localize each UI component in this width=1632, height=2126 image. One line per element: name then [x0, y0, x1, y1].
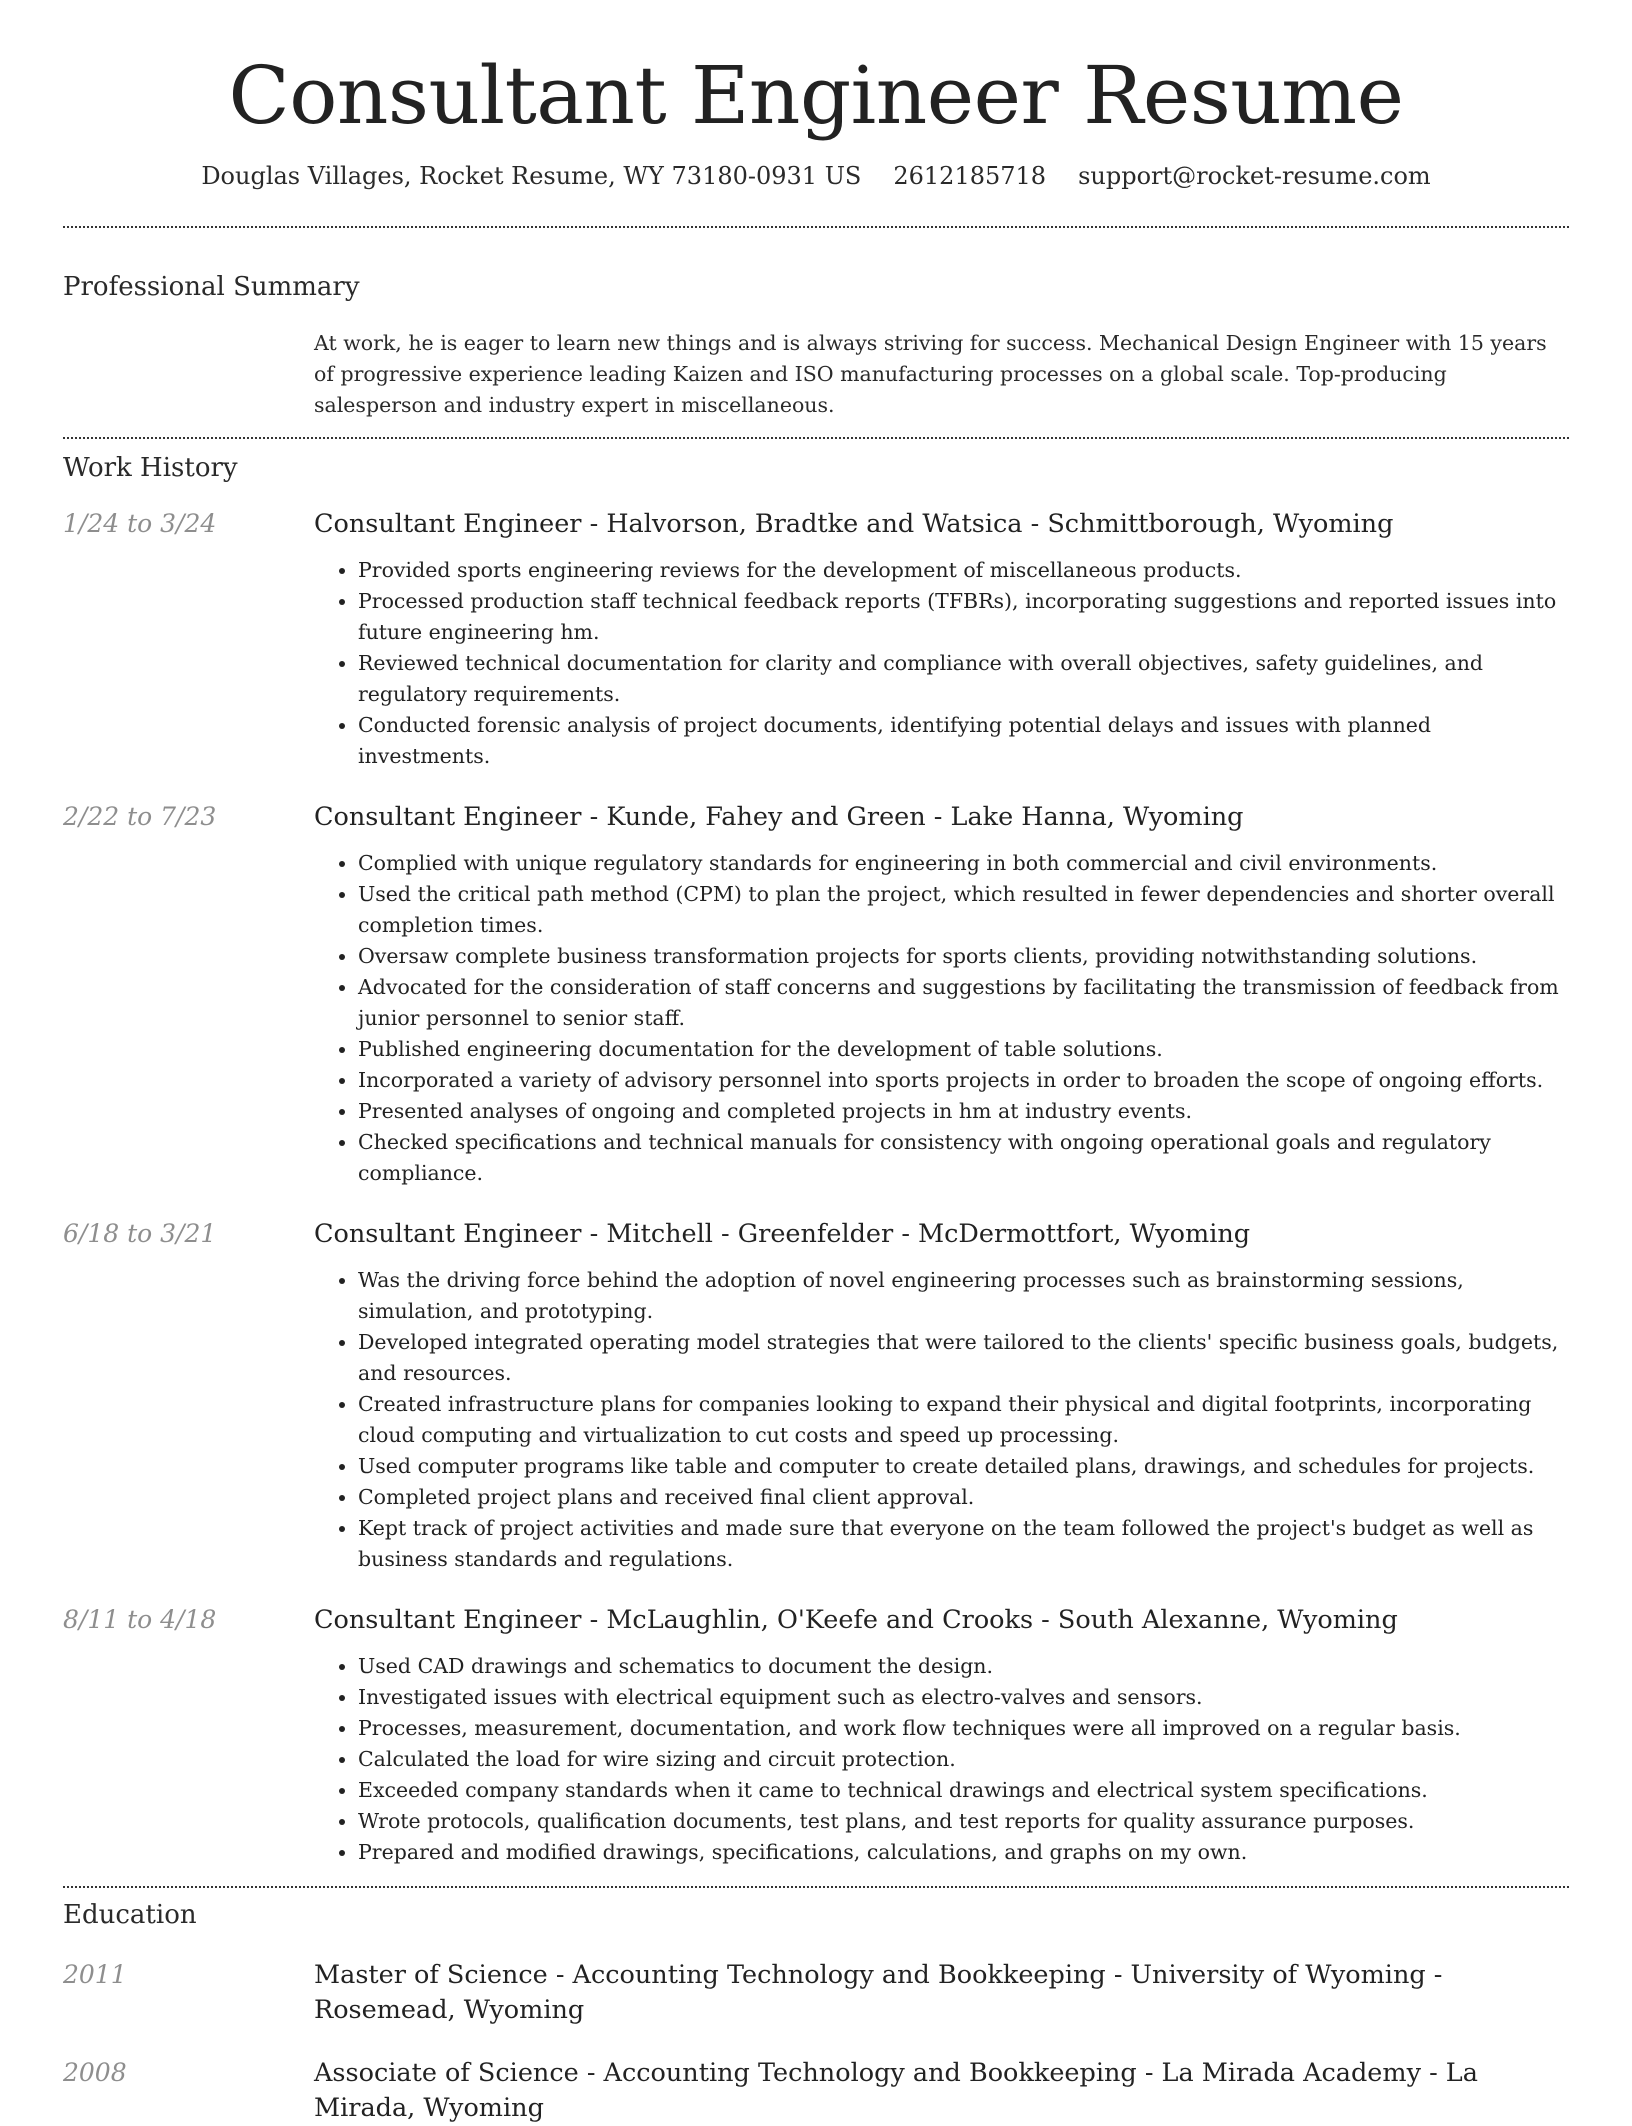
job-bullets: [314, 848, 1569, 1189]
job-bullets: [314, 555, 1569, 772]
work-history-section: [63, 439, 1569, 1868]
job-bullet: • Wrote protocols, qualification documents, test plans, and test reports for quality assurance purposes.: [358, 1806, 1569, 1837]
job-bullet: • Oversaw complete business transformation projects for sports clients, providing notwithstanding solutions.: [358, 941, 1569, 972]
job-body: [314, 1603, 1569, 1868]
job-body: [314, 1217, 1569, 1575]
section-heading-summary: Professional Summary: [63, 272, 360, 302]
education-section: [63, 1888, 1569, 2126]
job-bullet: • Processes, measurement, documentation, and work flow techniques were all improved on a regular basis.: [358, 1713, 1569, 1744]
job-body: [314, 507, 1569, 772]
contact-line: [63, 162, 1569, 190]
job-title: Consultant Engineer - Kunde, Fahey and Green - Lake Hanna, Wyoming: [314, 802, 1244, 832]
contact-email: support@rocket-resume.com: [1078, 162, 1431, 190]
job-dates: 2/22 to 7/23: [63, 802, 217, 831]
summary-section: [63, 228, 1569, 437]
contact-address: Douglas Villages, Rocket Resume, WY 73180-0931 US: [201, 162, 862, 190]
job-list: [63, 507, 1569, 1868]
job-dates: 1/24 to 3/24: [63, 509, 217, 538]
job-bullet: • Prepared and modified drawings, specifications, calculations, and graphs on my own.: [358, 1837, 1569, 1868]
job-bullet: • Created infrastructure plans for companies looking to expand their physical and digital footprints, incorporating cloud computing and virtualization to cut costs and speed up processing.: [358, 1389, 1569, 1451]
job-bullet: • Was the driving force behind the adoption of novel engineering processes such as brainstorming sessions, simulation, and prototyping.: [358, 1265, 1569, 1327]
job-bullet: • Used the critical path method (CPM) to plan the project, which resulted in fewer dependencies and shorter overall completion times.: [358, 879, 1569, 941]
education-entry: [63, 1958, 1569, 2028]
job-entry: [63, 1603, 1569, 1868]
job-bullet: • Used CAD drawings and schematics to document the design.: [358, 1651, 1569, 1682]
job-bullet: • Conducted forensic analysis of project documents, identifying potential delays and issues with planned investments.: [358, 710, 1569, 772]
job-dates: 6/18 to 3/21: [63, 1219, 217, 1248]
section-heading-education: Education: [63, 1900, 197, 1930]
education-year: 2011: [63, 1960, 127, 1989]
education-entry: [63, 2056, 1569, 2126]
job-bullet: • Used computer programs like table and computer to create detailed plans, drawings, and schedules for projects.: [358, 1451, 1569, 1482]
education-title: Associate of Science - Accounting Technology and Bookkeeping - La Mirada Academy - La Mirada, Wyoming: [314, 2058, 1478, 2123]
contact-phone: 2612185718: [893, 162, 1047, 190]
job-bullet: • Completed project plans and received final client approval.: [358, 1482, 1569, 1513]
job-entry: [63, 800, 1569, 1189]
job-title: Consultant Engineer - Mitchell - Greenfelder - McDermottfort, Wyoming: [314, 1219, 1251, 1249]
education-body: [314, 1958, 1569, 2028]
job-bullet: • Presented analyses of ongoing and completed projects in hm at industry events.: [358, 1096, 1569, 1127]
job-bullet: • Reviewed technical documentation for clarity and compliance with overall objectives, safety guidelines, and regulatory requirements.: [358, 648, 1569, 710]
job-bullet: • Incorporated a variety of advisory personnel into sports projects in order to broaden the scope of ongoing efforts.: [358, 1065, 1569, 1096]
education-list: [63, 1958, 1569, 2126]
summary-text: At work, he is eager to learn new things and is always striving for success. Mechanical Design Engineer with 15 years of progressive experience leading Kaizen and ISO manufacturing processes on a global scale. Top-producing salesperson and industry expert in miscellaneous.: [314, 331, 1547, 417]
job-bullet: • Processed production staff technical feedback reports (TFBRs), incorporating suggestions and reported issues into future engineering hm.: [358, 586, 1569, 648]
job-bullet: • Complied with unique regulatory standards for engineering in both commercial and civil environments.: [358, 848, 1569, 879]
job-dates: 8/11 to 4/18: [63, 1605, 217, 1634]
education-body: [314, 2056, 1569, 2126]
job-bullet: • Investigated issues with electrical equipment such as electro-valves and sensors.: [358, 1682, 1569, 1713]
job-bullet: • Kept track of project activities and made sure that everyone on the team followed the project's budget as well as business standards and regulations.: [358, 1513, 1569, 1575]
education-title: Master of Science - Accounting Technology and Bookkeeping - University of Wyoming - Rosemead, Wyoming: [314, 1960, 1443, 2025]
job-title: Consultant Engineer - Halvorson, Bradtke and Watsica - Schmittborough, Wyoming: [314, 509, 1394, 539]
education-year: 2008: [63, 2058, 127, 2087]
job-bullet: • Published engineering documentation for the development of table solutions.: [358, 1034, 1569, 1065]
job-bullet: • Calculated the load for wire sizing and circuit protection.: [358, 1744, 1569, 1775]
job-bullet: • Checked specifications and technical manuals for consistency with ongoing operational goals and regulatory compliance.: [358, 1127, 1569, 1189]
job-body: [314, 800, 1569, 1189]
page-title: Consultant Engineer Resume: [228, 49, 1404, 142]
job-bullet: • Exceeded company standards when it came to technical drawings and electrical system specifications.: [358, 1775, 1569, 1806]
job-bullet: • Provided sports engineering reviews for the development of miscellaneous products.: [358, 555, 1569, 586]
job-title: Consultant Engineer - McLaughlin, O'Keefe and Crooks - South Alexanne, Wyoming: [314, 1605, 1398, 1635]
job-bullets: [314, 1651, 1569, 1868]
job-entry: [63, 507, 1569, 772]
job-bullet: • Developed integrated operating model strategies that were tailored to the clients' specific business goals, budgets, and resources.: [358, 1327, 1569, 1389]
section-heading-work: Work History: [63, 453, 238, 483]
job-bullets: [314, 1265, 1569, 1575]
job-bullet: • Advocated for the consideration of staff concerns and suggestions by facilitating the transmission of feedback from junior personnel to senior staff.: [358, 972, 1569, 1034]
job-entry: [63, 1217, 1569, 1575]
